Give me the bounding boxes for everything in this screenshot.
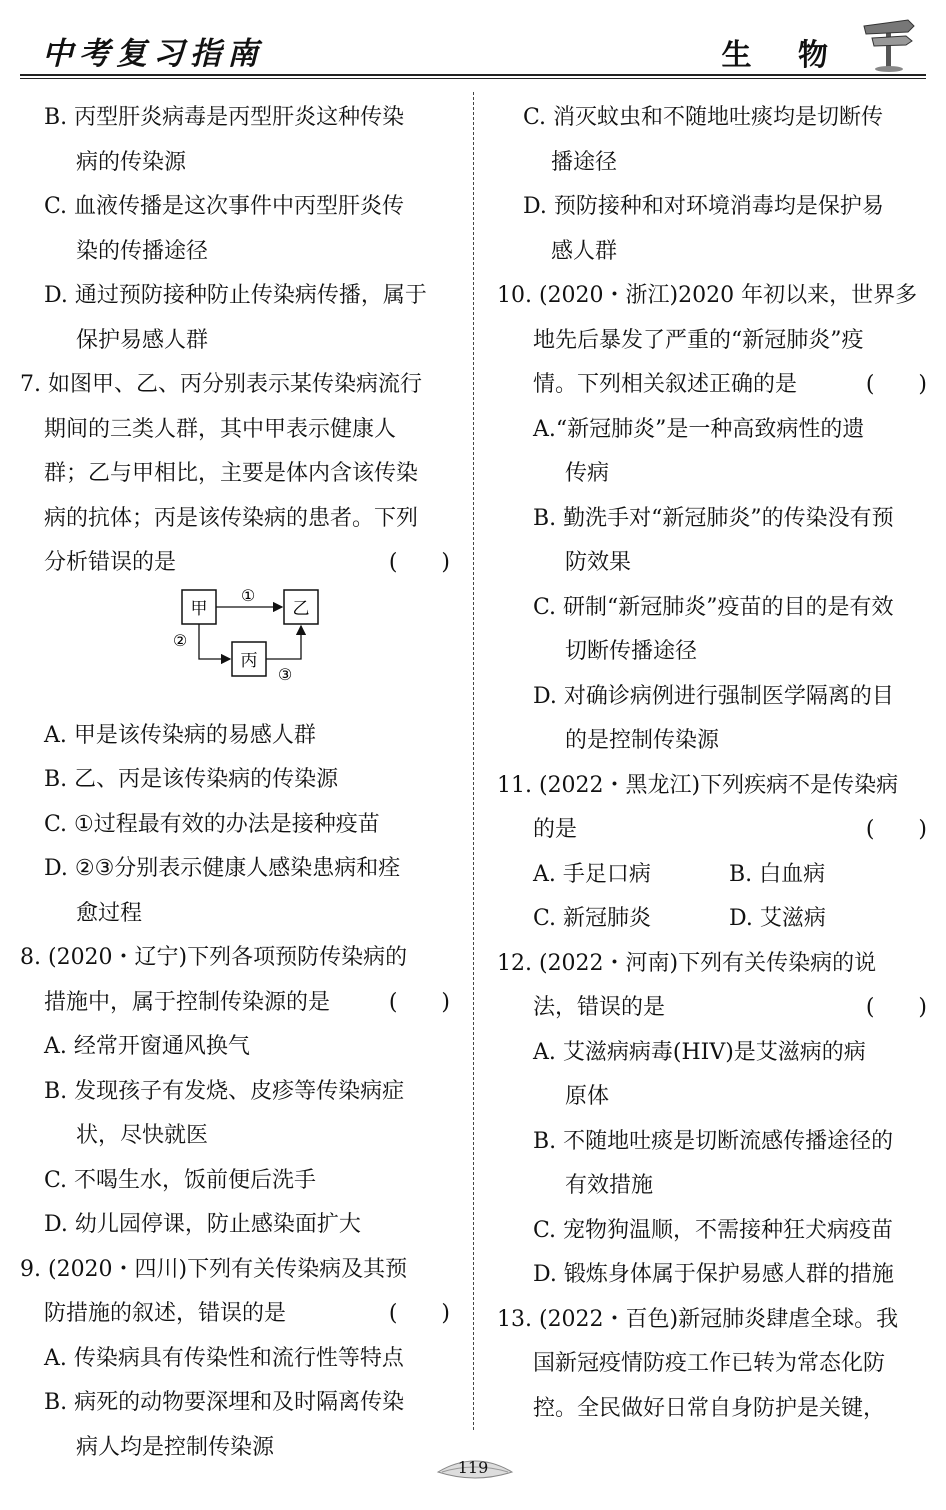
q10-option-b-cont: 防效果	[565, 550, 632, 575]
q9-option-b-cont: 病人均是控制传染源	[76, 1434, 275, 1460]
q7-option-d: D. ②③分别表示健康人感染患病和痊	[44, 856, 401, 881]
q10-option-c: C. 研制“新冠肺炎”疫苗的目的是有效	[533, 594, 894, 620]
q9-option-c-cont: 播途径	[551, 149, 618, 175]
label-n2: ②	[172, 630, 188, 650]
q10-answer-blank: ( )	[865, 372, 927, 397]
q11-option-d: D. 艾滋病	[729, 906, 826, 931]
q10-option-b: B. 勤洗手对“新冠肺炎”的传染没有预	[533, 505, 894, 531]
q8-option-a: A. 经常开窗通风换气	[44, 1034, 250, 1059]
page-header	[20, 18, 926, 76]
q7-diagram	[20, 586, 450, 714]
q12-option-a-cont: 原体	[565, 1084, 610, 1109]
q10-option-c-cont: 切断传播途径	[565, 639, 698, 664]
q7-stem-line	[20, 541, 450, 586]
q13-stem-line: 控。全民做好日常自身防护是关键，	[533, 1395, 886, 1421]
q10-stem-last: 情。下列相关叙述正确的是	[533, 372, 798, 397]
q6-option-b: B. 丙型肝炎病毒是丙型肝炎这种传染	[44, 105, 405, 130]
q8-stem-last: 措施中，属于控制传染源的是	[44, 989, 331, 1015]
q7-stem-line: 病的抗体；丙是该传染病的患者。下列	[44, 505, 419, 531]
signpost-icon	[858, 14, 920, 72]
q6-option-b-cont: 病的传染源	[76, 149, 187, 175]
q11-stem-line	[497, 808, 927, 853]
q8-answer-blank: ( )	[388, 989, 450, 1015]
q12-option-b: B. 不随地吐痰是切断流感传播途径的	[533, 1128, 894, 1154]
q8-stem-line	[20, 981, 450, 1026]
q11-option-c: C. 新冠肺炎	[533, 906, 652, 931]
q8-option-b: B. 发现孩子有发烧、皮疹等传染病症	[44, 1078, 405, 1104]
label-n3: ③	[277, 664, 293, 684]
q11-option-b: B. 白血病	[729, 861, 826, 887]
q10-option-d-cont: 的是控制传染源	[565, 728, 720, 753]
q9-stem-line	[20, 1292, 450, 1337]
q12-stem-last: 法，错误的是	[533, 995, 666, 1020]
label-jia: 甲	[190, 598, 208, 619]
q6-option-d: D. 通过预防接种防止传染病传播，属于	[44, 283, 427, 308]
q9-option-a: A. 传染病具有传染性和流行性等特点	[44, 1345, 404, 1371]
q7-stem-line: 期间的三类人群，其中甲表示健康人	[44, 416, 397, 442]
q11-stem: 11. (2022・黑龙江)下列疾病不是传染病	[497, 772, 899, 798]
q7-stem: 7. 如图甲、乙、丙分别表示某传染病流行	[20, 372, 422, 397]
q13-stem: 13. (2022・百色)新冠肺炎肆虐全球。我	[497, 1306, 899, 1332]
q9-option-b: B. 病死的动物要深埋和及时隔离传染	[44, 1390, 405, 1415]
page-number: 119	[457, 1458, 489, 1477]
q12-option-b-cont: 有效措施	[565, 1173, 654, 1198]
left-column	[20, 96, 450, 1470]
label-bing: 丙	[240, 650, 258, 671]
q13-stem-line: 国新冠疫情防疫工作已转为常态化防	[533, 1351, 886, 1376]
arrow-3	[266, 626, 301, 659]
q9-stem: 9. (2020・四川)下列有关传染病及其预	[20, 1256, 408, 1282]
q10-stem: 10. (2020・浙江)2020 年初以来，世界多	[497, 283, 918, 308]
q10-option-a: A.“新冠肺炎”是一种高致病性的遗	[533, 416, 865, 442]
q8-option-b-cont: 状，尽快就医	[76, 1123, 209, 1148]
q6-option-c-cont: 染的传播途径	[76, 238, 209, 264]
q6-option-c: C. 血液传播是这次事件中丙型肝炎传	[44, 194, 405, 219]
column-divider	[473, 92, 474, 1430]
header-rule	[20, 74, 926, 76]
q7-option-b: B. 乙、丙是该传染病的传染源	[44, 767, 339, 792]
label-n1: ①	[240, 585, 256, 605]
q8-option-c: C. 不喝生水，饭前便后洗手	[44, 1167, 317, 1193]
q11-stem-last: 的是	[533, 817, 578, 842]
label-yi: 乙	[292, 598, 310, 619]
q9-option-d: D. 预防接种和对环境消毒均是保护易	[523, 194, 884, 219]
q12-stem: 12. (2022・河南)下列有关传染病的说	[497, 950, 877, 976]
arrow-2	[199, 624, 230, 659]
right-column	[497, 96, 927, 1431]
q7-answer-blank: ( )	[388, 550, 450, 575]
q11-options-ab	[497, 853, 927, 898]
q12-answer-blank: ( )	[865, 995, 927, 1020]
q8-stem: 8. (2020・辽宁)下列各项预防传染病的	[20, 945, 408, 970]
q11-option-a: A. 手足口病	[533, 861, 651, 887]
q7-option-d-cont: 愈过程	[76, 900, 143, 926]
header-title-right: 生 物	[721, 38, 846, 73]
q9-stem-last: 防措施的叙述，错误的是	[44, 1301, 287, 1326]
q7-stem-line: 群；乙与甲相比，主要是体内含该传染	[44, 461, 419, 486]
q12-option-a: A. 艾滋病病毒(HIV)是艾滋病的病	[533, 1039, 866, 1065]
q11-answer-blank: ( )	[865, 817, 927, 842]
q10-stem-line: 地先后暴发了严重的“新冠肺炎”疫	[533, 327, 864, 353]
q12-stem-line	[497, 986, 927, 1031]
q12-option-c: C. 宠物狗温顺，不需接种狂犬病疫苗	[533, 1217, 894, 1243]
q7-option-a: A. 甲是该传染病的易感人群	[44, 722, 316, 748]
q10-option-d: D. 对确诊病例进行强制医学隔离的目	[533, 683, 894, 709]
q11-options-cd	[497, 897, 927, 942]
q7-option-c: C. ①过程最有效的办法是接种疫苗	[44, 811, 380, 837]
page-footer	[0, 1452, 946, 1477]
q12-option-d: D. 锻炼身体属于保护易感人群的措施	[533, 1262, 894, 1287]
q7-stem-last: 分析错误的是	[44, 550, 177, 575]
q10-stem-line	[497, 363, 927, 408]
header-rule-thin	[20, 78, 926, 79]
header-title-left: 中考复习指南	[42, 36, 264, 72]
q10-option-a-cont: 传病	[565, 461, 610, 486]
q6-option-d-cont: 保护易感人群	[76, 327, 209, 353]
q9-option-d-cont: 感人群	[551, 238, 618, 264]
q9-option-c: C. 消灭蚊虫和不随地吐痰均是切断传	[523, 105, 884, 130]
q8-option-d: D. 幼儿园停课，防止感染面扩大	[44, 1212, 361, 1237]
q9-answer-blank: ( )	[388, 1301, 450, 1326]
